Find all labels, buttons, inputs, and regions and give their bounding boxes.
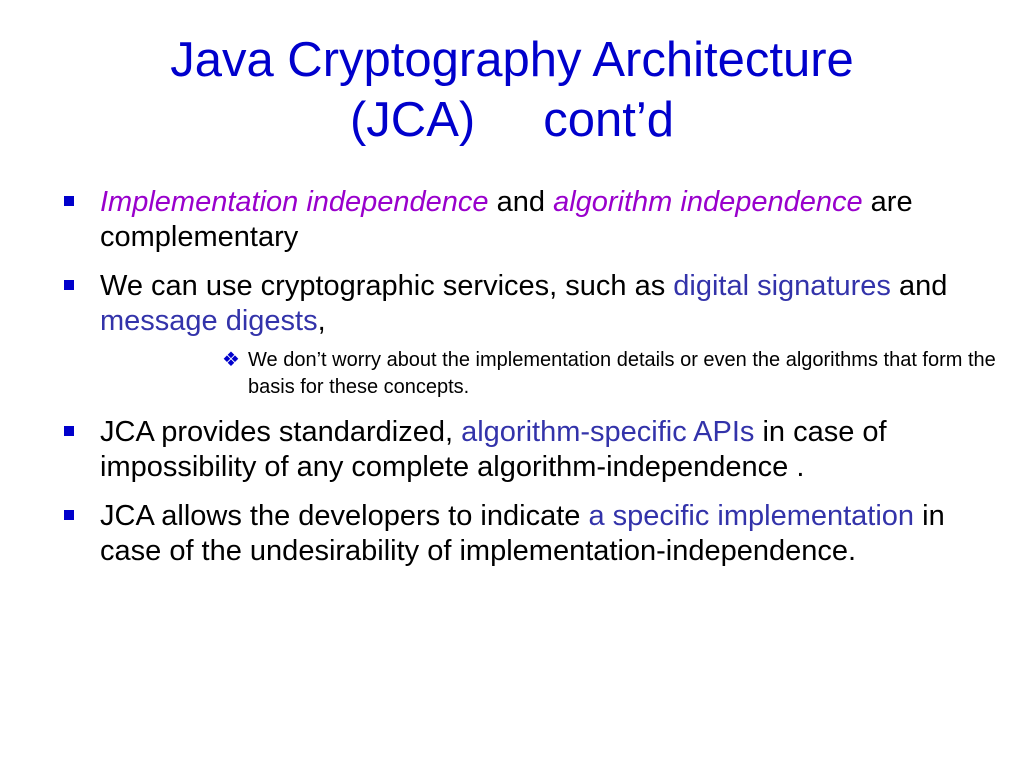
square-bullet-icon [64, 426, 74, 436]
bullet-text: and [890, 270, 948, 302]
title-line-2: (JCA) cont’d [349, 93, 675, 147]
bullet-highlight: digital signatures [673, 270, 891, 302]
bullet-text: We can use cryptographic services, such as [100, 270, 674, 302]
square-bullet-icon [64, 196, 74, 206]
slide-title [60, 30, 964, 150]
bullet-highlight: message digests [100, 305, 318, 337]
bullet-list [60, 185, 1010, 583]
title-line-1: Java Cryptography Architecture [170, 33, 854, 87]
bullet-highlight: algorithm-specific APIs [461, 416, 755, 448]
square-bullet-icon [64, 510, 74, 520]
bullet-item [60, 269, 1010, 339]
square-bullet-icon [64, 280, 74, 290]
bullet-text: are complementary [100, 186, 913, 253]
bullet-text: in case of the undesirability of implementation-independence. [100, 500, 945, 567]
bullet-text: , [317, 305, 326, 337]
sub-bullet-item [60, 347, 1010, 401]
bullet-highlight: a specific implementation [588, 500, 915, 532]
four-diamond-bullet-icon: ❖ [222, 349, 240, 371]
bullet-item [60, 185, 1010, 255]
bullet-emphasis: Implementation independence [100, 186, 489, 218]
bullet-text: JCA allows the developers to indicate [100, 500, 589, 532]
bullet-emphasis: algorithm independence [553, 186, 863, 218]
bullet-text: JCA provides standardized, [100, 416, 462, 448]
bullet-item [60, 415, 1010, 485]
bullet-item [60, 499, 1010, 569]
sub-bullet-text: We don’t worry about the implementation details or even the algorithms that form the basis for these concepts. [248, 349, 996, 398]
bullet-text: and [488, 186, 554, 218]
bullet-text: in case of impossibility of any complete algorithm-independence . [100, 416, 887, 483]
